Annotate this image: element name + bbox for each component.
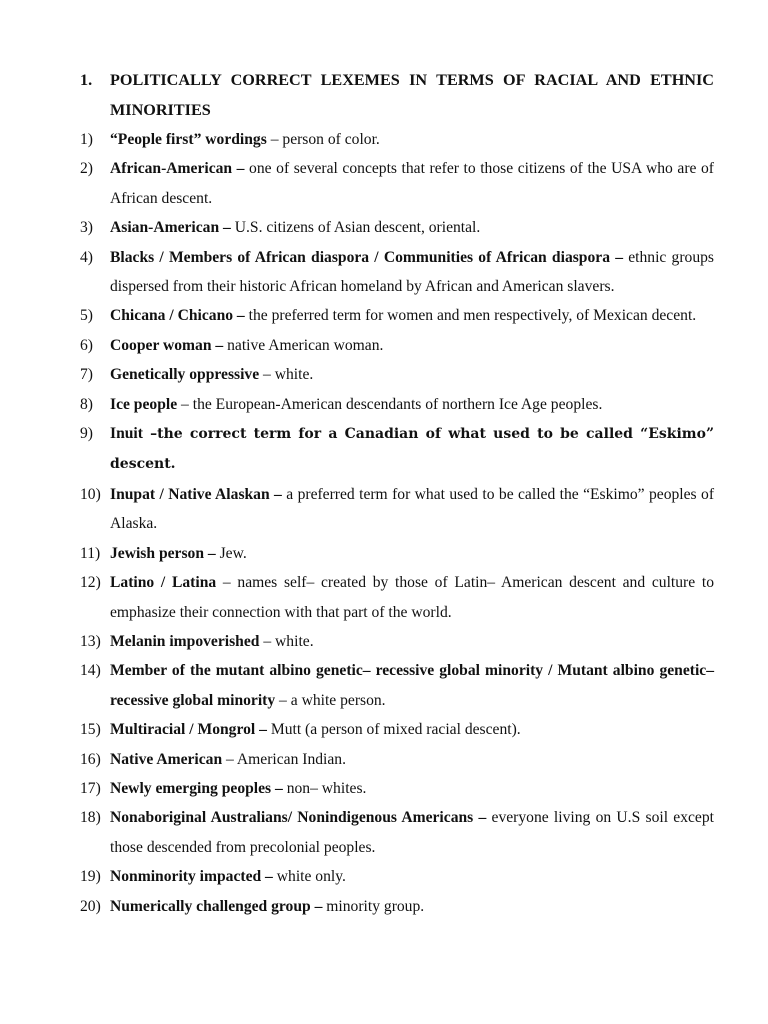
item-number: 18) [80, 809, 101, 827]
item-number: 5) [80, 307, 93, 325]
item-term: Numerically challenged group – [110, 897, 323, 915]
item-number: 15) [80, 721, 101, 739]
item-definition: minority group. [322, 897, 425, 915]
list-item [80, 774, 714, 803]
item-number: 9) [80, 425, 93, 443]
list-item [80, 243, 714, 302]
lexeme-list [80, 125, 714, 921]
list-item [80, 745, 714, 774]
item-number: 17) [80, 779, 101, 797]
item-definition: Mutt (a person of mixed racial descent). [266, 721, 521, 739]
item-definition: ethnic groups dispersed from their historic African homeland by African and American slavers. [110, 248, 714, 296]
item-term: Nonminority impacted – [110, 868, 273, 886]
item-term: Melanin impoverished [110, 632, 260, 650]
item-number: 14) [80, 662, 101, 680]
list-item [80, 892, 714, 921]
item-term: Member of the mutant albino genetic– recessive global minority / Mutant albino genetic– recessive global minority [110, 662, 714, 709]
item-definition: – names self– created by those of Latin– American descent and culture to emphasize their connection with that part of the world. [110, 574, 715, 621]
list-item [80, 360, 714, 389]
item-definition: a preferred term for what used to be called the “Eskimo” peoples of Alaska. [110, 485, 715, 533]
item-definition: non– whites. [282, 779, 367, 797]
item-term: Ice people [110, 395, 178, 413]
item-term: Nonaboriginal Australians/ Nonindigenous Americans – [110, 809, 487, 827]
item-number: 2) [80, 160, 93, 178]
item-term: Inupat / Native Alaskan – [110, 485, 282, 503]
item-definition: – a white person. [275, 691, 386, 709]
section-number: 1. [80, 71, 93, 89]
item-definition: the preferred term for women and men respectively, of Mexican decent. [244, 307, 697, 325]
item-number: 12) [80, 574, 101, 592]
item-number: 3) [80, 219, 93, 237]
item-number: 11) [80, 544, 101, 562]
list-item [80, 213, 714, 242]
item-number: 8) [80, 395, 93, 413]
list-item [80, 125, 714, 154]
item-definition: native American woman. [223, 336, 384, 354]
item-term: Newly emerging peoples – [110, 779, 283, 797]
list-item [80, 627, 714, 656]
list-item [80, 301, 714, 330]
item-definition: – the European-American descendants of northern Ice Age peoples. [177, 395, 603, 413]
item-number: 4) [80, 248, 93, 266]
item-definition: – person of color. [266, 131, 380, 148]
item-term: Cooper woman – [110, 336, 224, 354]
item-definition: everyone living on U.S soil except those descended from precolonial peoples. [110, 809, 714, 856]
list-item [80, 803, 714, 862]
list-item [80, 331, 714, 360]
item-number: 10) [80, 485, 101, 503]
list-item [80, 862, 714, 891]
item-definition: – white. [259, 632, 314, 650]
item-term: Native American [110, 750, 223, 768]
item-term: Chicana / Chicano – [110, 307, 245, 325]
item-definition: white only. [272, 868, 346, 886]
item-number: 1) [80, 131, 93, 148]
item-number: 20) [80, 897, 101, 915]
item-number: 13) [80, 632, 101, 650]
section-heading [80, 66, 714, 125]
list-item [80, 656, 714, 715]
item-definition: – American Indian. [222, 750, 346, 768]
item-term: Inuit [110, 425, 143, 443]
item-term: Asian-American – [110, 219, 231, 237]
item-definition: Jew. [215, 544, 247, 562]
item-term: Genetically oppressive [110, 366, 260, 384]
item-number: 7) [80, 366, 93, 384]
list-item [80, 390, 714, 419]
item-term: Latino / Latina [110, 574, 217, 592]
item-term: Multiracial / Mongrol – [110, 721, 267, 739]
item-number: 6) [80, 336, 93, 354]
item-number: 16) [80, 750, 101, 768]
item-term: Blacks / Members of African diaspora / Communities of African diaspora – [110, 248, 624, 266]
list-item [80, 480, 714, 539]
list-item [80, 715, 714, 744]
item-term: African-American – [110, 160, 245, 178]
list-item [80, 419, 714, 480]
item-number: 19) [80, 868, 101, 886]
item-definition: one of several concepts that refer to those citizens of the USA who are of African descent. [110, 160, 714, 207]
item-term: “People first” wordings [110, 131, 267, 148]
list-item [80, 568, 714, 627]
item-definition: – white. [259, 366, 314, 384]
list-item [80, 154, 714, 213]
section-title: POLITICALLY CORRECT LEXEMES IN TERMS OF RACIAL AND ETHNIC MINORITIES [110, 71, 714, 119]
item-term: Jewish person – [110, 544, 216, 562]
list-item [80, 539, 714, 568]
item-definition: U.S. citizens of Asian descent, oriental. [230, 219, 481, 237]
item-definition: –the correct term for a Canadian of what used to be called “Eskimo” descent. [110, 426, 714, 473]
